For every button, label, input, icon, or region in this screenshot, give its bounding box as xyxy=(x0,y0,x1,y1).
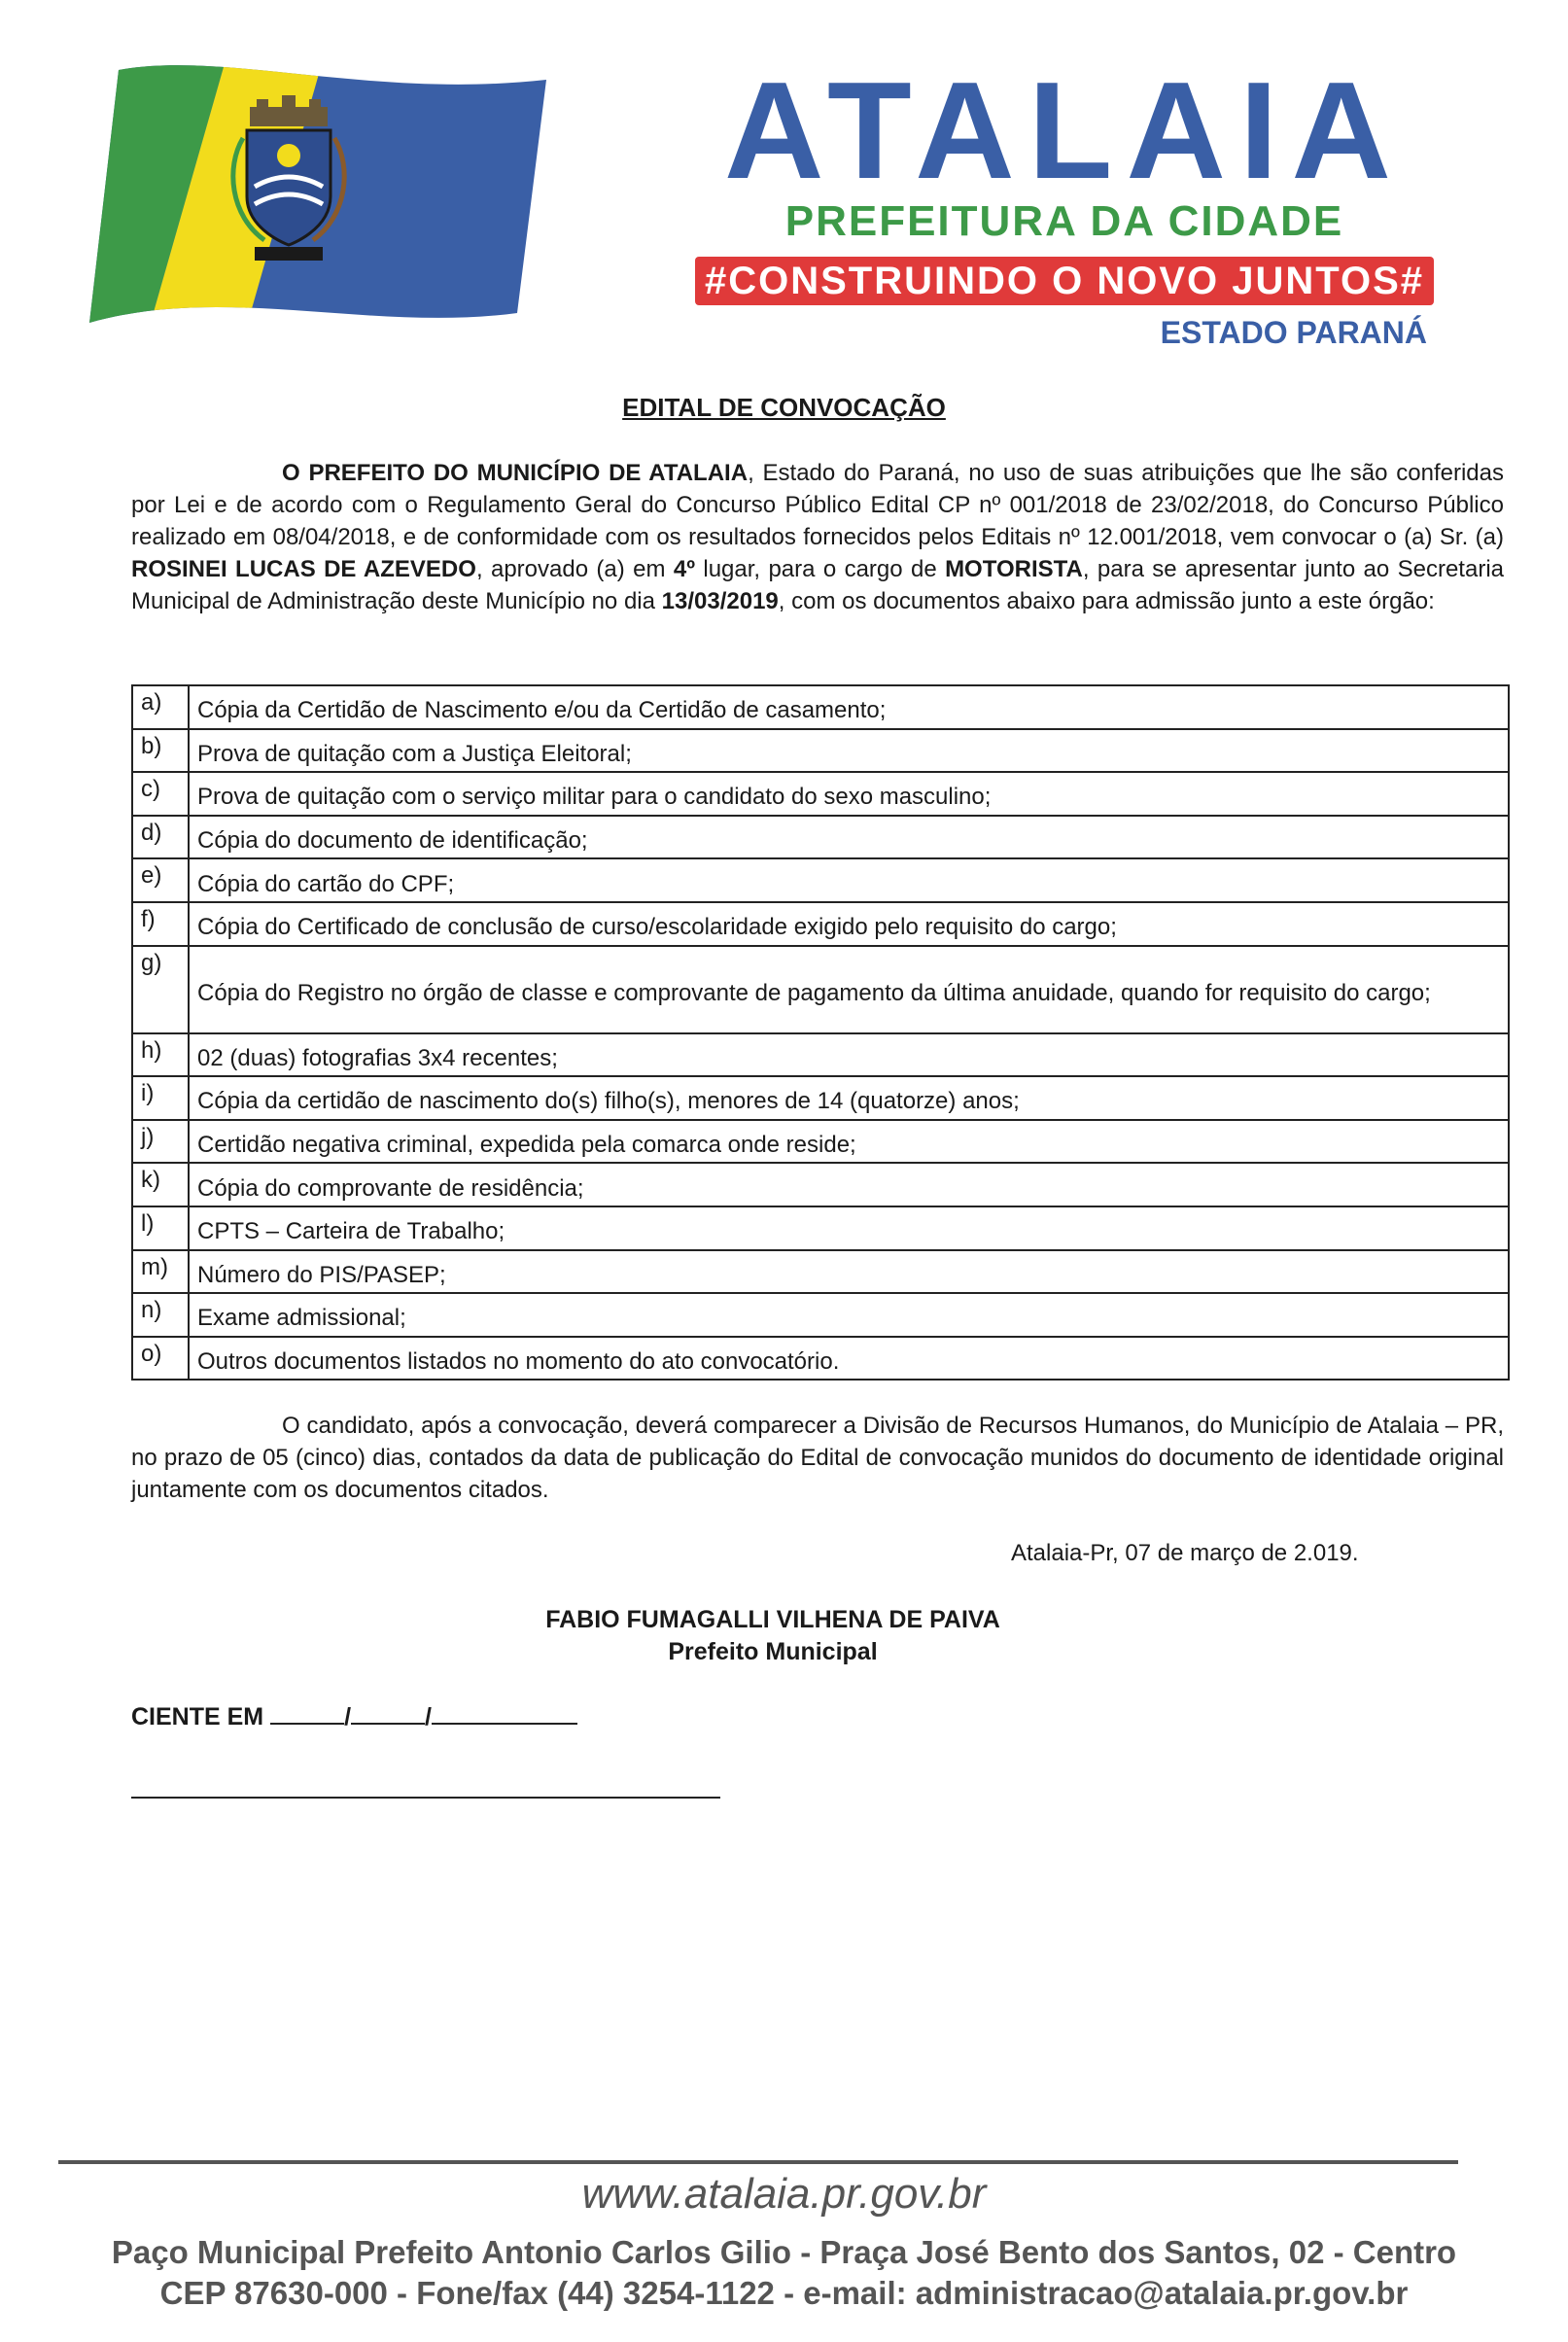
document-letter: g) xyxy=(132,946,189,1033)
ciente-label: CIENTE EM xyxy=(131,1703,264,1730)
brand-block xyxy=(680,53,1448,351)
document-row xyxy=(132,816,1509,859)
document-letter: b) xyxy=(132,729,189,773)
acknowledgement-date-field xyxy=(131,1701,577,1731)
document-description: Cópia do cartão do CPF; xyxy=(189,858,1509,902)
intro-paragraph xyxy=(131,457,1504,617)
document-description: Exame admissional; xyxy=(189,1293,1509,1337)
document-description: Cópia do documento de identificação; xyxy=(189,816,1509,859)
intro-text-2: , aprovado (a) em xyxy=(475,556,674,582)
document-letter: k) xyxy=(132,1163,189,1206)
document-row xyxy=(132,1120,1509,1164)
document-description: CPTS – Carteira de Trabalho; xyxy=(189,1206,1509,1250)
document-letter: i) xyxy=(132,1076,189,1120)
document-row xyxy=(132,1293,1509,1337)
candidate-name: ROSINEI LUCAS DE AZEVEDO xyxy=(131,556,476,582)
intro-text-1: , Estado do Paraná, no uso de suas atribuições que lhe são conferidas por Lei e de acordo com o Regulamento Geral do Concurso Público Edital CP nº 001/2018 de 23/02/2018, do Concurso Público realizado em 08/04/2018, e de conformidade com os resultados fornecidos pelos Editais nº 12.001/2018, vem convocar o (a) Sr. (a) xyxy=(131,460,1504,550)
document-description: 02 (duas) fotografias 3x4 recentes; xyxy=(189,1033,1509,1077)
document-description: Cópia do Registro no órgão de classe e comprovante de pagamento da última anuidade, quando for requisito do cargo; xyxy=(189,946,1509,1033)
document-description: Prova de quitação com a Justiça Eleitoral; xyxy=(189,729,1509,773)
document-description: Outros documentos listados no momento do ato convocatório. xyxy=(189,1337,1509,1381)
brand-title: ATALAIA xyxy=(723,53,1406,208)
signer-role: Prefeito Municipal xyxy=(668,1638,878,1665)
document-letter: f) xyxy=(132,902,189,946)
document-letter: l) xyxy=(132,1206,189,1250)
footer-address: Paço Municipal Prefeito Antonio Carlos Gilio - Praça José Bento dos Santos, 02 - Centro xyxy=(111,2234,1457,2270)
closing-paragraph: O candidato, após a convocação, deverá comparecer a Divisão de Recursos Humanos, do Município de Atalaia – PR, no prazo de 05 (cinco) dias, contados da data de publicação do Edital de convocação munidos do documento de identidade original juntamente com os documentos citados. xyxy=(131,1413,1504,1503)
intro-text-4: , para se apresentar junto ao Secretaria Municipal de Administração deste Município no dia xyxy=(131,556,1504,614)
document-row xyxy=(132,685,1509,729)
job-position: MOTORISTA xyxy=(945,556,1083,582)
intro-mayor: O PREFEITO DO MUNICÍPIO DE ATALAIA xyxy=(282,460,749,486)
signature-line xyxy=(131,1797,720,1799)
intro-text-3: lugar, para o cargo de xyxy=(694,556,946,582)
document-description: Número do PIS/PASEP; xyxy=(189,1250,1509,1294)
document-letter: e) xyxy=(132,858,189,902)
document-letter: h) xyxy=(132,1033,189,1077)
document-letter: o) xyxy=(132,1337,189,1381)
document-letter: j) xyxy=(132,1120,189,1164)
document-row xyxy=(132,946,1509,1033)
document-row xyxy=(132,902,1509,946)
document-row xyxy=(132,1250,1509,1294)
footer-address-block xyxy=(0,2232,1568,2314)
document-letter: n) xyxy=(132,1293,189,1337)
documents-table xyxy=(131,684,1510,1381)
date-slash: / xyxy=(344,1703,352,1730)
document-row xyxy=(132,858,1509,902)
document-description: Cópia do Certificado de conclusão de curso/escolaridade exigido pelo requisito do cargo; xyxy=(189,902,1509,946)
brand-subtitle: PREFEITURA DA CIDADE xyxy=(784,197,1344,245)
candidate-place: 4º xyxy=(673,556,695,582)
document-row xyxy=(132,1206,1509,1250)
month-blank xyxy=(351,1701,425,1725)
city-flag-logo xyxy=(80,60,556,332)
document-description: Prova de quitação com o serviço militar para o candidato do sexo masculino; xyxy=(189,772,1509,816)
document-title: EDITAL DE CONVOCAÇÃO xyxy=(622,393,946,422)
document-row xyxy=(132,1163,1509,1206)
place-date: Atalaia-Pr, 07 de março de 2.019. xyxy=(1011,1540,1359,1566)
day-blank xyxy=(270,1701,344,1725)
footer-url: www.atalaia.pr.gov.br xyxy=(581,2170,987,2218)
footer-divider xyxy=(58,2160,1458,2164)
document-row xyxy=(132,772,1509,816)
document-description: Certidão negativa criminal, expedida pela comarca onde reside; xyxy=(189,1120,1509,1164)
document-row xyxy=(132,1076,1509,1120)
document-description: Cópia da Certidão de Nascimento e/ou da Certidão de casamento; xyxy=(189,685,1509,729)
document-letter: m) xyxy=(132,1250,189,1294)
document-letter: c) xyxy=(132,772,189,816)
presentation-date: 13/03/2019 xyxy=(661,588,779,614)
signer-name: FABIO FUMAGALLI VILHENA DE PAIVA xyxy=(545,1606,1000,1633)
document-description: Cópia da certidão de nascimento do(s) filho(s), menores de 14 (quatorze) anos; xyxy=(189,1076,1509,1120)
brand-state: ESTADO PARANÁ xyxy=(1160,315,1427,350)
footer-contact: CEP 87630-000 - Fone/fax (44) 3254-1122 - e-mail: administracao@atalaia.pr.gov.br xyxy=(159,2275,1409,2311)
document-description: Cópia do comprovante de residência; xyxy=(189,1163,1509,1206)
date-slash: / xyxy=(425,1703,432,1730)
document-row xyxy=(132,1033,1509,1077)
document-row xyxy=(132,1337,1509,1381)
document-row xyxy=(132,729,1509,773)
document-letter: d) xyxy=(132,816,189,859)
document-letter: a) xyxy=(132,685,189,729)
brand-slogan: #CONSTRUINDO O NOVO JUNTOS# xyxy=(695,257,1434,305)
signer-block xyxy=(0,1604,1546,1668)
intro-text-5: , com os documentos abaixo para admissão junto a este órgão: xyxy=(778,588,1435,614)
year-blank xyxy=(432,1701,577,1725)
